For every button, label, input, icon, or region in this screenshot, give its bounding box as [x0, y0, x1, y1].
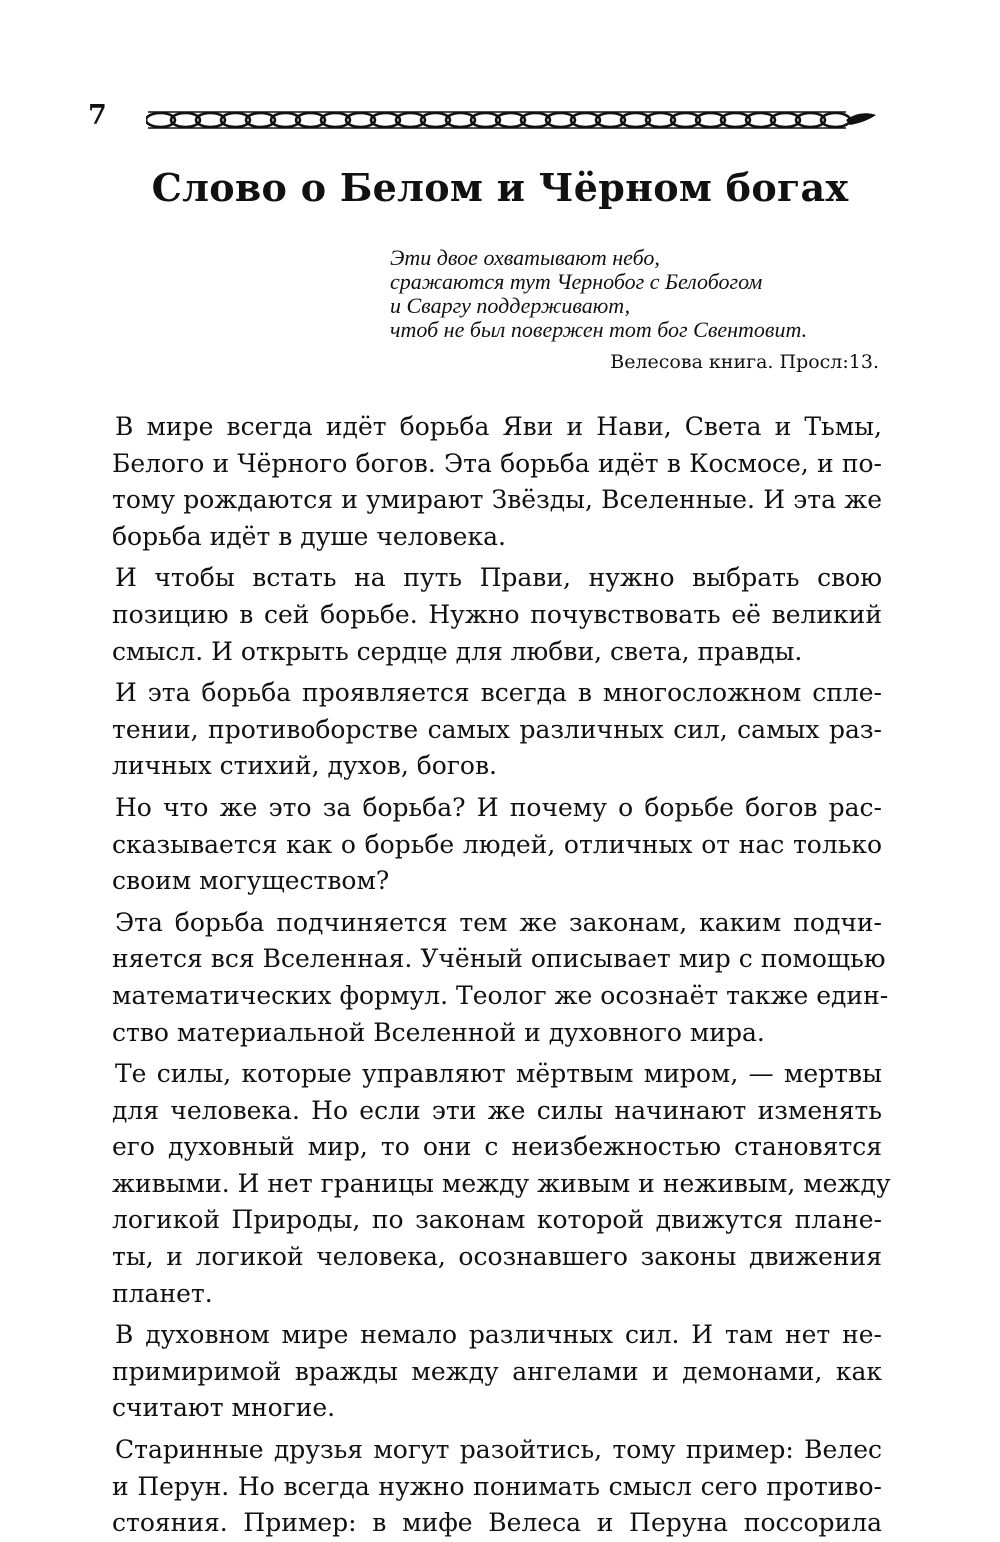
text-line: тении, противоборстве самых различных сил, самых раз-: [112, 714, 882, 744]
text-line: Но что же это за борьба? И почему о борьбе богов рас-: [115, 792, 882, 822]
text-line: и Перун. Но всегда нужно понимать смысл сего противо-: [112, 1471, 882, 1501]
text-line: тому рождаются и умирают Звёзды, Вселенные. И эта же: [112, 485, 882, 515]
body-text: [112, 409, 891, 1542]
epigraph-line: чтоб не был повержен тот бог Свентовит.: [390, 317, 808, 342]
text-line: смысл. И открыть сердце для любви, света, правды.: [112, 636, 803, 666]
text-line: личных стихий, духов, богов.: [112, 751, 497, 781]
epigraph-line: и Сваргу поддерживают,: [390, 293, 631, 318]
text-line: живыми. И нет границы между живым и неживым, между: [112, 1168, 891, 1198]
text-line: няется вся Вселенная. Учёный описывает мир с помощью: [112, 944, 886, 974]
chapter-title: Слово о Белом и Чёрном богах: [151, 165, 849, 210]
epigraph-source: Велесова книга. Просл:13.: [610, 351, 879, 373]
text-line: Те силы, которые управляют мёртвым миром, — мертвы: [115, 1059, 882, 1089]
text-line: И чтобы встать на путь Прави, нужно выбрать свою: [115, 563, 882, 593]
text-line: для человека. Но если эти же силы начинают изменять: [112, 1095, 882, 1125]
text-line: борьба идёт в душе человека.: [112, 521, 506, 551]
page-header: [88, 100, 888, 140]
text-line: своим могуществом?: [112, 866, 390, 896]
text-line: логикой Природы, по законам которой движутся плане-: [112, 1205, 882, 1235]
text-line: примиримой вражды между ангелами и демонами, как: [112, 1356, 882, 1386]
text-line: ты, и логикой человека, осознавшего законы движения: [112, 1242, 882, 1272]
text-line: стояния. Пример: в мифе Велеса и Перуна поссорила: [112, 1508, 882, 1538]
text-line: ство материальной Вселенной и духовного мира.: [112, 1017, 765, 1047]
text-line: планет.: [112, 1278, 213, 1308]
text-line: позицию в сей борьбе. Нужно почувствовать её великий: [112, 599, 882, 629]
text-line: сказывается как о борьбе людей, отличных от нас только: [112, 829, 882, 859]
braid-ornament-icon: [146, 109, 878, 131]
text-line: Старинные друзья могут разойтись, тому пример: Велес: [115, 1435, 882, 1465]
text-line: И эта борьба проявляется всегда в многосложном спле-: [115, 678, 882, 708]
text-line: В духовном мире немало различных сил. И там нет не-: [115, 1320, 882, 1350]
text-line: его духовный мир, то они с неизбежностью становятся: [112, 1132, 882, 1162]
text-line: Белого и Чёрного богов. Эта борьба идёт в Космосе, и по-: [112, 448, 882, 478]
page-number: 7: [88, 100, 107, 131]
text-line: считают многие.: [112, 1393, 336, 1423]
epigraph-line: сражаются тут Чернобог с Белобогом: [390, 269, 763, 294]
epigraph: [390, 246, 890, 374]
text-line: Эта борьба подчиняется тем же законам, каким подчи-: [115, 907, 882, 937]
text-line: математических формул. Теолог же осознаёт также един-: [112, 980, 889, 1010]
text-line: В мире всегда идёт борьба Яви и Нави, Света и Тьмы,: [115, 412, 882, 441]
epigraph-line: Эти двое охватывают небо,: [390, 245, 660, 270]
